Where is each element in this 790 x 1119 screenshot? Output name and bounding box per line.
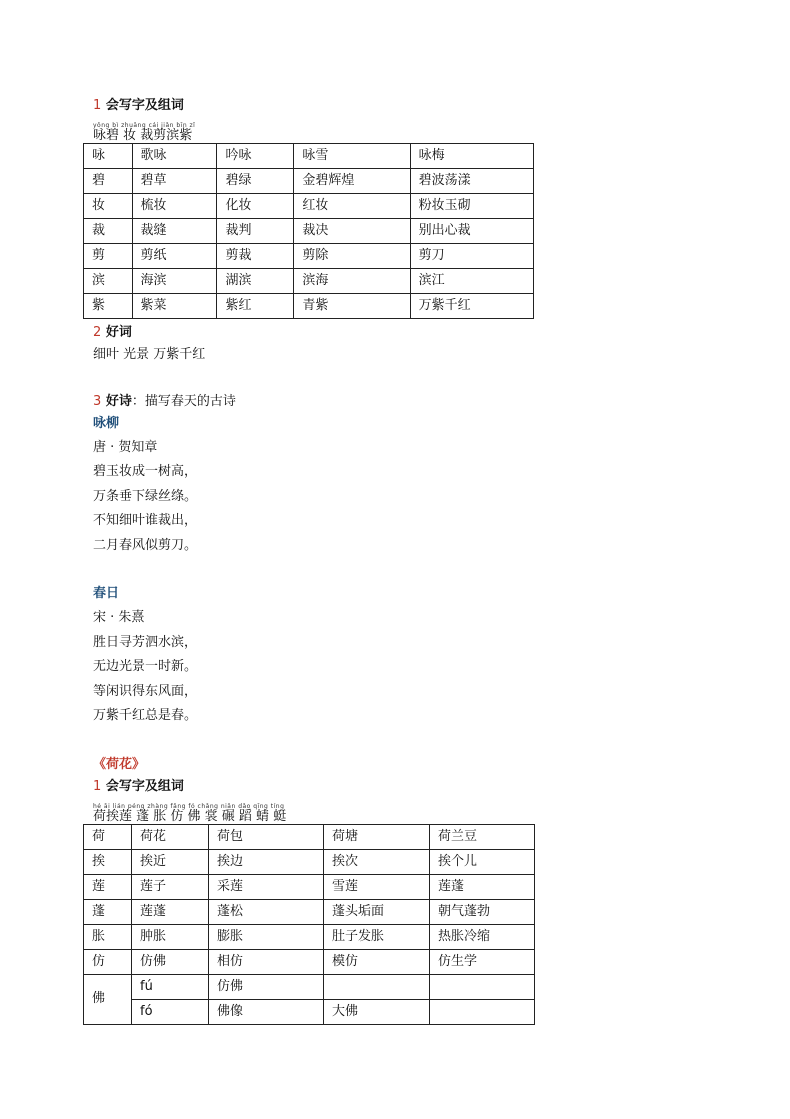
poem-line: 万紫千红总是春。	[93, 708, 198, 723]
table-cell-word	[430, 974, 535, 999]
section-heading	[93, 96, 553, 116]
table-row	[84, 219, 534, 244]
table-cell-word: 热胀冷缩	[430, 924, 535, 949]
table-cell-char: 佛	[84, 974, 132, 1024]
section-title: 会写字及组词	[105, 98, 184, 113]
table-cell-char: 挨	[84, 849, 132, 874]
table-cell-word: 蓬头垢面	[324, 899, 430, 924]
table-cell-word: 碧绿	[217, 169, 294, 194]
poem-author: 唐 · 贺知章	[93, 439, 158, 455]
table-row	[84, 999, 535, 1024]
poem-line: 胜日寻芳泗水滨，	[93, 634, 198, 650]
table-row	[84, 924, 535, 949]
pinyin-line: yǒng bì zhuāng cái jiǎn bīn zǐ	[93, 122, 196, 129]
poem-line: 无边光景一时新。	[93, 659, 198, 674]
section-heading	[93, 777, 553, 797]
section-title: 会写字及组词	[105, 778, 184, 794]
table-cell-char: 胀	[84, 924, 132, 949]
table-cell-word: 紫红	[217, 294, 294, 319]
table-cell-char: 滨	[84, 269, 133, 294]
table-cell-word: 歌咏	[132, 144, 217, 169]
table-cell-word: 肚子发胀	[324, 924, 430, 949]
section-heading	[93, 392, 553, 412]
table-row	[84, 824, 535, 849]
table-cell-word: 裁判	[217, 219, 294, 244]
table-cell-word: 荷塘	[324, 824, 430, 849]
lesson-title: 《荷花》	[93, 756, 146, 772]
table-cell-word: 雪莲	[324, 874, 430, 899]
table-cell-char: 荷	[84, 824, 132, 849]
table-cell-word: 别出心裁	[410, 219, 533, 244]
table-cell-char: 咏	[84, 144, 133, 169]
characters-line: 荷挨莲 蓬 胀 仿 佛 裳 碾 蹈 蜻 蜓	[93, 808, 287, 824]
table-cell-word: 金碧辉煌	[294, 169, 410, 194]
table-cell-word: 佛像	[209, 999, 324, 1024]
poem-line: 不知细叶谁裁出，	[93, 513, 198, 528]
table-cell-word: 挨次	[324, 849, 430, 874]
table-row	[84, 194, 534, 219]
table-cell-word: 碧草	[132, 169, 217, 194]
table-cell-word: 化妆	[217, 194, 294, 219]
section-title: 好词	[105, 325, 132, 340]
table-cell-word: 相仿	[209, 949, 324, 974]
table-cell-word	[430, 999, 535, 1024]
table-cell-word: 梳妆	[132, 194, 217, 219]
table-row	[84, 169, 534, 194]
table-cell-word: 剪除	[294, 244, 410, 269]
table-cell-word: 剪纸	[132, 244, 217, 269]
section-number: 3	[93, 393, 102, 409]
table-cell-char: 紫	[84, 294, 133, 319]
table-cell-word: 仿佛	[209, 974, 324, 999]
table-cell-word: 朝气蓬勃	[430, 899, 535, 924]
poem-author: 宋 · 朱熹	[93, 610, 145, 625]
poem-line: 二月春风似剪刀。	[93, 537, 198, 553]
table-cell-char: 仿	[84, 949, 132, 974]
characters-line: 咏碧 妆 裁剪滨紫	[93, 128, 193, 143]
table-cell-word: 莲蓬	[430, 874, 535, 899]
table-cell-word: 挨近	[132, 849, 209, 874]
table-cell-word: 仿佛	[132, 949, 209, 974]
table-cell-word: 荷兰豆	[430, 824, 535, 849]
table-cell-word: 剪裁	[217, 244, 294, 269]
table-cell-char: 裁	[84, 219, 133, 244]
table-cell-word: 湖滨	[217, 269, 294, 294]
table-cell-word: 挨个儿	[430, 849, 535, 874]
table-row	[84, 144, 534, 169]
table-cell-word: 模仿	[324, 949, 430, 974]
table-cell-word	[324, 974, 430, 999]
table-cell-word: 仿生学	[430, 949, 535, 974]
poem-line: 碧玉妆成一树高，	[93, 464, 198, 479]
table-cell-char: 妆	[84, 194, 133, 219]
table-cell-char: 莲	[84, 874, 132, 899]
table-cell-word: 碧波荡漾	[410, 169, 533, 194]
table-cell-word: 滨江	[410, 269, 533, 294]
table-row	[84, 874, 535, 899]
table-cell-word: 荷花	[132, 824, 209, 849]
table-row	[84, 269, 534, 294]
section-number: 1	[93, 98, 102, 113]
section-subtitle: ：描写春天的古诗	[131, 393, 236, 409]
table-cell-word: 滨海	[294, 269, 410, 294]
pinyin-line: hé āi lián péng zhàng fǎng fó chǎng niǎn dǎo qīng tíng	[93, 802, 285, 810]
word-table	[83, 143, 534, 319]
table-cell-pinyin: fú	[132, 974, 209, 999]
table-cell-word: 咏梅	[410, 144, 533, 169]
table-cell-word: 裁决	[294, 219, 410, 244]
table-cell-word: 海滨	[132, 269, 217, 294]
section-heading	[93, 323, 553, 343]
table-cell-word: 肿胀	[132, 924, 209, 949]
table-cell-word: 青紫	[294, 294, 410, 319]
table-cell-word: 采莲	[209, 874, 324, 899]
table-row	[84, 899, 535, 924]
table-cell-word: 裁缝	[132, 219, 217, 244]
table-row	[84, 974, 535, 999]
table-cell-char: 剪	[84, 244, 133, 269]
table-cell-word: 荷包	[209, 824, 324, 849]
table-row	[84, 244, 534, 269]
poem-line: 等闲识得东风面，	[93, 683, 198, 699]
table-cell-word: 大佛	[324, 999, 430, 1024]
table-cell-word: 挨边	[209, 849, 324, 874]
poem-line: 万条垂下绿丝绦。	[93, 488, 198, 504]
table-cell-word: 红妆	[294, 194, 410, 219]
document-page	[93, 96, 553, 1025]
section-number: 2	[93, 325, 102, 340]
table-row	[84, 849, 535, 874]
table-cell-word: 蓬松	[209, 899, 324, 924]
table-cell-word: 万紫千红	[410, 294, 533, 319]
poem-title: 咏柳	[93, 415, 120, 431]
table-cell-word: 剪刀	[410, 244, 533, 269]
table-cell-char: 蓬	[84, 899, 132, 924]
table-cell-word: 紫菜	[132, 294, 217, 319]
table-row	[84, 294, 534, 319]
table-cell-word: 莲蓬	[132, 899, 209, 924]
table-cell-word: 咏雪	[294, 144, 410, 169]
poem-title: 春日	[93, 586, 120, 601]
table-cell-word: 莲子	[132, 874, 209, 899]
table-cell-char: 碧	[84, 169, 133, 194]
table-row	[84, 949, 535, 974]
section-title: 好诗	[105, 393, 132, 409]
good-words: 细叶 光景 万紫千红	[93, 347, 206, 362]
section-number: 1	[93, 778, 102, 794]
table-cell-word: 吟咏	[217, 144, 294, 169]
table-cell-word: 膨胀	[209, 924, 324, 949]
word-table	[83, 824, 535, 1025]
table-cell-pinyin: fó	[132, 999, 209, 1024]
table-cell-word: 粉妆玉砌	[410, 194, 533, 219]
